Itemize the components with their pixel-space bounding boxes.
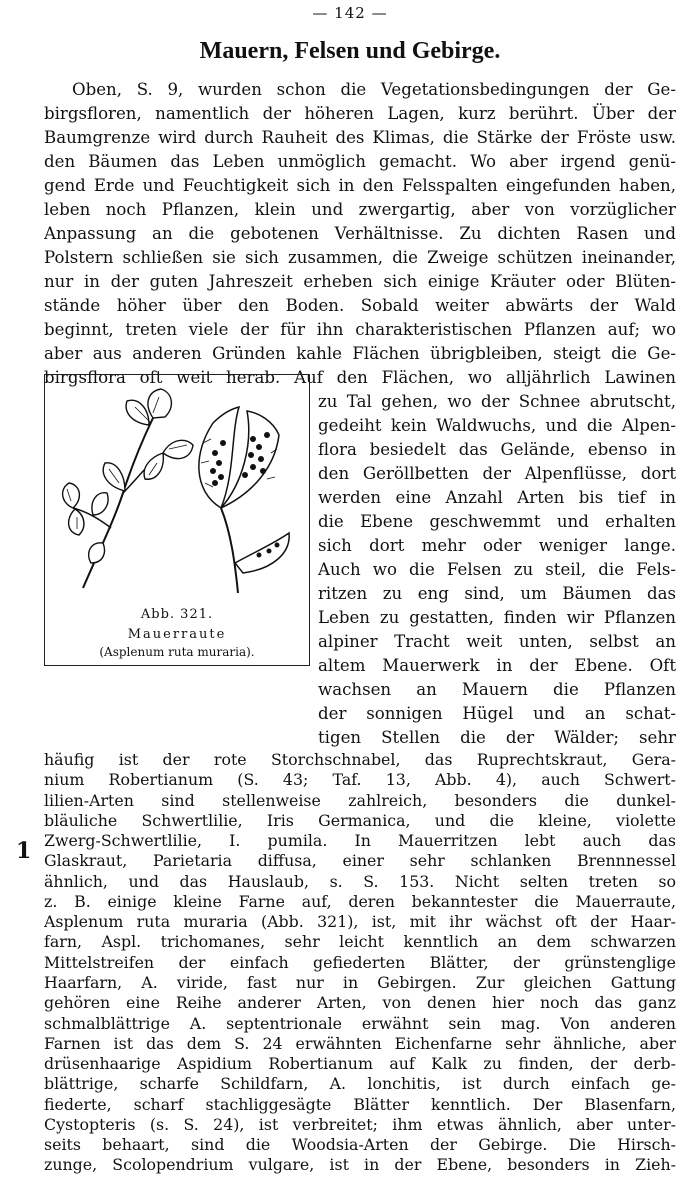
figure-caption-name: Mauerraute xyxy=(127,627,227,642)
text-line: blättrige, scharfe Schildfarn, A. lonchitis, ist durch einfach ge- xyxy=(44,1074,676,1094)
text-line: Haarfarn, A. viride, fast nur in Gebirgen. Zur gleichen Gattung xyxy=(44,973,676,992)
text-line: aber aus anderen Gründen kahle Flächen übrigbleiben, steigt die Ge- xyxy=(44,344,676,363)
text-line: stände höher über den Boden. Sobald weiter abwärts der Wald xyxy=(44,296,676,315)
text-line: gehören eine Reihe anderer Arten, von denen hier noch das ganz xyxy=(44,993,676,1013)
text-line: farn, Aspl. trichomanes, sehr leicht kenntlich an dem schwarzen xyxy=(44,932,676,952)
text-line: nium Robertianum (S. 43; Taf. 13, Abb. 4), auch Schwert- xyxy=(44,770,676,790)
text-line: birgsfloren, namentlich der höheren Lagen, kurz berührt. Über der xyxy=(44,104,676,123)
text-line: birgsflora oft weit herab. Auf den Flächen, wo alljährlich Lawinen xyxy=(44,368,676,387)
text-line: Farnen ist das dem S. 24 erwähnten Eichenfarne sehr ähnliche, aber xyxy=(44,1033,676,1053)
text-line: beginnt, treten viele der für ihn charakteristischen Pflanzen auf; wo xyxy=(44,320,676,339)
figure-caption-latin: (Asplenum ruta muraria). xyxy=(99,645,255,659)
text-line xyxy=(44,1176,676,1196)
text-line: den Geröllbetten der Alpenflüsse, dort xyxy=(318,464,676,483)
text-line: alpiner Tracht weit unten, selbst an xyxy=(318,632,676,651)
text-line: gend Erde und Feuchtigkeit sich in den Felsspalten eingefunden haben, xyxy=(44,176,676,195)
text-line: Polstern schließen sie sich zusammen, die Zweige schützen ineinander, xyxy=(44,248,676,267)
text-line: sich dort mehr oder weniger lange. xyxy=(318,536,676,555)
text-line: ähnlich, und das Hauslaub, s. S. 153. Nicht selten treten so xyxy=(44,871,676,891)
text-line: Baumgrenze wird durch Rauheit des Klimas, die Stärke der Fröste usw. xyxy=(44,128,676,147)
text-line: drüsenhaarige Aspidium Robertianum auf Kalk zu finden, der derb- xyxy=(44,1054,676,1074)
text-line: Glaskraut, Parietaria diffusa, einer sehr schlanken Brennnessel xyxy=(44,851,676,871)
fern-illustration xyxy=(53,383,301,603)
text-line: zunge, Scolopendrium vulgare, ist in der Ebene, besonders in Zieh- xyxy=(44,1155,676,1175)
text-line: bläuliche Schwertlilie, Iris Germanica, und die kleine, violette xyxy=(44,810,676,830)
margin-mark: 1 xyxy=(16,838,32,864)
text-line: nur in der guten Jahreszeit erheben sich einige Kräuter oder Blüten- xyxy=(44,272,676,291)
text-line: die Ebene geschwemmt und erhalten xyxy=(318,512,676,531)
figure-number: Abb. 321. xyxy=(140,607,214,622)
text-line: Cystopteris (s. S. 24), ist verbreitet; ihm etwas ähnlich, aber unter- xyxy=(44,1114,676,1134)
text-line: tigen Stellen die der Wälder; sehr xyxy=(318,728,676,747)
text-line: Asplenum ruta muraria (Abb. 321), ist, mit ihr wächst oft der Haar- xyxy=(44,912,676,932)
text-line: Anpassung an die gebotenen Verhältnisse. Zu dichten Rasen und xyxy=(44,224,676,243)
text-line: Auch wo die Felsen zu steil, die Fels- xyxy=(318,560,676,579)
text-line: fiederte, scharf stachliggesägte Blätter kenntlich. Der Blasenfarn, xyxy=(44,1094,676,1114)
text-line: ritzen zu eng sind, um Bäumen das xyxy=(318,584,676,603)
text-line: der sonnigen Hügel und an schat- xyxy=(318,704,676,723)
text-line: Leben zu gestatten, finden wir Pflanzen xyxy=(318,608,676,627)
text-line: leben noch Pflanzen, klein und zwergartig, aber von vorzüglicher xyxy=(44,200,676,219)
text-line: gedeiht kein Waldwuchs, und die Alpen- xyxy=(318,416,676,435)
text-line: wachsen an Mauern die Pflanzen xyxy=(318,680,676,699)
text-line: altem Mauerwerk in der Ebene. Oft xyxy=(318,656,676,675)
page-title: Mauern, Felsen und Gebirge. xyxy=(199,38,501,64)
text-line: zu Tal gehen, wo der Schnee abrutscht, xyxy=(318,392,676,411)
figure-box xyxy=(44,374,310,666)
text-line: den Bäumen das Leben unmöglich gemacht. Wo aber irgend genü- xyxy=(44,152,676,171)
page-number: — 142 — xyxy=(312,4,388,22)
text-line: Mittelstreifen der einfach gefiederten Blätter, der grünstenglige xyxy=(44,952,676,972)
text-line: Oben, S. 9, wurden schon die Vegetationsbedingungen der Ge- xyxy=(72,80,676,99)
text-line: z. B. einige kleine Farne auf, deren bekanntester die Mauerraute, xyxy=(44,891,676,911)
text-line: werden eine Anzahl Arten bis tief in xyxy=(318,488,676,507)
text-line: häufig ist der rote Storchschnabel, das Ruprechtskraut, Gera- xyxy=(44,750,676,769)
text-line: seits behaart, sind die Woodsia-Arten der Gebirge. Die Hirsch- xyxy=(44,1135,676,1155)
text-line: lilien-Arten sind stellenweise zahlreich, besonders die dunkel- xyxy=(44,790,676,810)
text-line: Zwerg-Schwertlilie, I. pumila. In Mauerritzen lebt auch das xyxy=(44,831,676,851)
text-line: schmalblättrige A. septentrionale erwähnt sein mag. Von anderen xyxy=(44,1013,676,1033)
text-line: flora besiedelt das Gelände, ebenso in xyxy=(318,440,676,459)
